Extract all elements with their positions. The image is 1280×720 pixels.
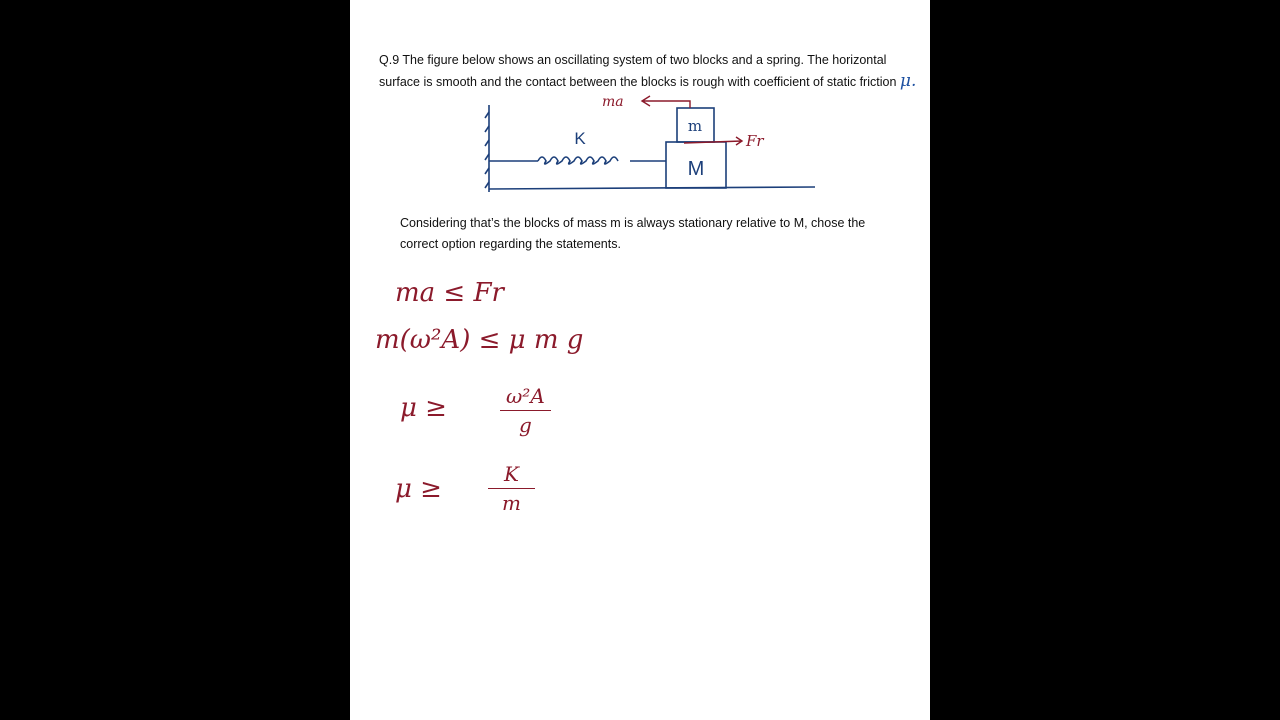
document-page bbox=[350, 0, 930, 720]
spring-coil bbox=[538, 157, 618, 164]
statement-text: Considering that’s the blocks of mass m is always stationary relative to M, chose the correct option regarding the statements. bbox=[400, 216, 866, 251]
handwritten-line-4-lhs: μ ≥ bbox=[395, 474, 442, 504]
question-body: Q.9 The figure below shows an oscillating system of two blocks and a spring. The horizontal surface is smooth and the contact between the blocks is rough with coefficient of static friction bbox=[379, 53, 897, 89]
pseudo-force-arrow bbox=[642, 96, 690, 108]
friction-arrow bbox=[684, 137, 742, 145]
ground-line bbox=[489, 187, 815, 189]
fraction-numerator: K bbox=[488, 462, 535, 489]
spring-label: K bbox=[574, 129, 586, 148]
fraction-denominator: m bbox=[501, 491, 521, 515]
top-block-label: m bbox=[687, 117, 703, 135]
handwritten-line-3-fraction bbox=[500, 384, 551, 437]
spring-block-diagram bbox=[350, 0, 930, 720]
fraction-numerator: ω²A bbox=[500, 384, 551, 411]
fraction-denominator: g bbox=[518, 413, 532, 437]
handwritten-line-2: m(ω²A) ≤ μ m g bbox=[375, 325, 584, 355]
handwritten-line-4-fraction bbox=[488, 462, 535, 515]
handwritten-line-3-lhs: μ ≥ bbox=[400, 393, 447, 423]
pseudo-force-label: ma bbox=[602, 94, 624, 110]
handwritten-line-1: ma ≤ Fr bbox=[395, 278, 504, 308]
friction-label: Fr bbox=[746, 132, 764, 150]
bottom-block-label: M bbox=[687, 158, 705, 180]
mu-symbol: μ. bbox=[899, 71, 917, 91]
